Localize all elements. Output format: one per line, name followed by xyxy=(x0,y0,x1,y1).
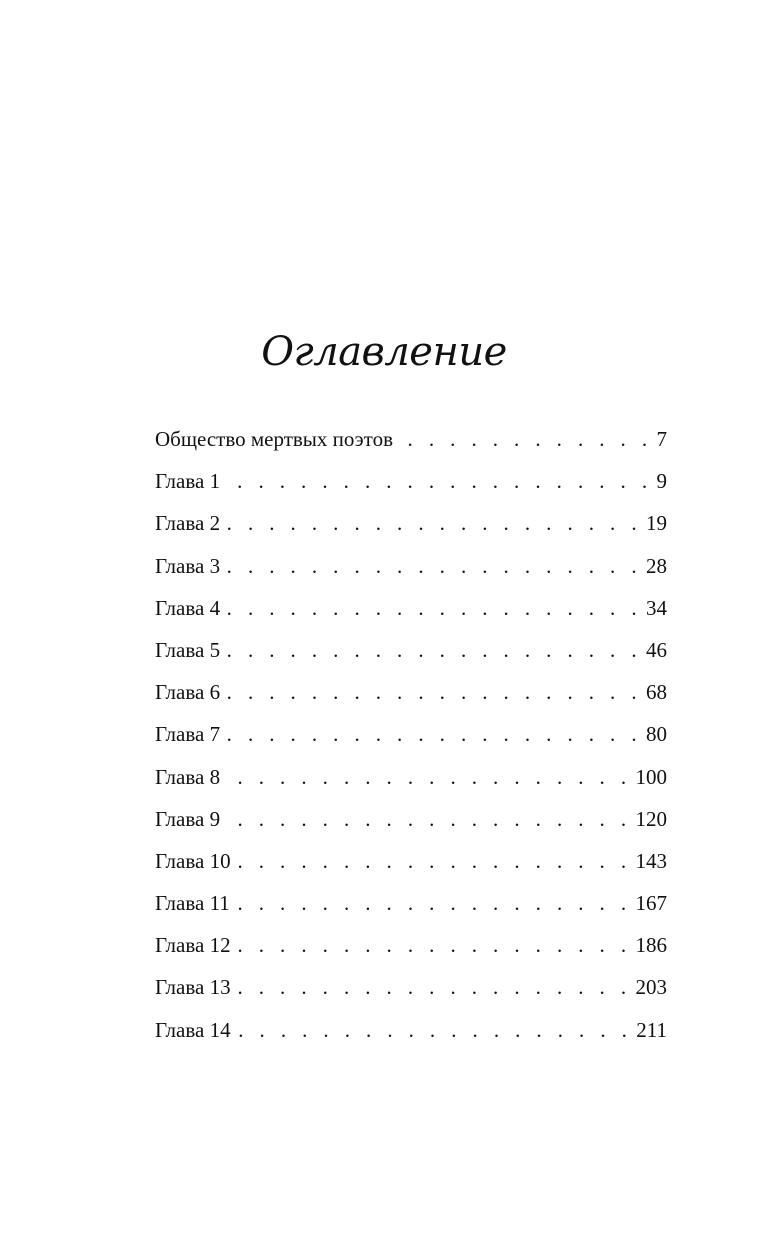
toc-entry-page: 211 xyxy=(636,1017,667,1042)
toc-entry-label: Глава 12 xyxy=(155,933,231,958)
toc-entry-page: 186 xyxy=(635,933,667,958)
toc-entry[interactable] xyxy=(155,587,667,629)
dot-leader xyxy=(226,545,642,587)
dot-leader xyxy=(226,671,642,713)
dot-leader xyxy=(226,587,642,629)
toc-entry-page: 120 xyxy=(635,806,667,831)
toc-entry-page: 100 xyxy=(635,764,667,789)
dot-leader xyxy=(226,502,642,544)
toc-entry[interactable] xyxy=(155,545,667,587)
toc-entry[interactable] xyxy=(155,629,667,671)
toc-entry-label: Глава 1 xyxy=(155,469,221,494)
toc-entry-page: 143 xyxy=(635,848,667,873)
dot-leader xyxy=(226,629,642,671)
toc-entry[interactable] xyxy=(155,840,667,882)
toc-entry-page: 28 xyxy=(646,553,667,578)
toc-entry-page: 203 xyxy=(635,975,667,1000)
toc-entry-label: Глава 10 xyxy=(155,848,231,873)
toc-entry-page: 34 xyxy=(646,595,667,620)
toc-entry-label: Общество мертвых поэтов xyxy=(155,427,393,451)
toc-entry[interactable] xyxy=(155,418,667,460)
toc-entry[interactable] xyxy=(155,924,667,966)
page-title: Оглавление xyxy=(261,329,507,375)
dot-leader xyxy=(399,418,653,460)
dot-leader xyxy=(226,756,631,798)
toc-entry-label: Глава 13 xyxy=(155,975,231,1000)
toc-entry-page: 19 xyxy=(646,511,667,536)
toc-entry-label: Глава 14 xyxy=(155,1017,231,1042)
toc-entry-label: Глава 5 xyxy=(155,637,221,662)
toc-entry[interactable] xyxy=(155,882,667,924)
toc-entry[interactable] xyxy=(155,1009,667,1051)
toc-entry-page: 46 xyxy=(646,637,667,662)
toc-entry-page: 80 xyxy=(646,722,667,747)
dot-leader xyxy=(226,798,631,840)
toc-entry-label: Глава 7 xyxy=(155,722,221,747)
dot-leader xyxy=(237,924,632,966)
dot-leader xyxy=(237,966,632,1008)
dot-leader xyxy=(236,882,632,924)
toc-entry-page: 9 xyxy=(656,469,667,494)
toc-entry[interactable] xyxy=(155,502,667,544)
toc-entry-label: Глава 8 xyxy=(155,764,221,789)
toc-entry-label: Глава 6 xyxy=(155,680,221,705)
dot-leader xyxy=(226,460,652,502)
toc-entry-page: 7 xyxy=(656,427,667,451)
toc-entry[interactable] xyxy=(155,460,667,502)
dot-leader xyxy=(237,1009,633,1051)
toc-entry[interactable] xyxy=(155,966,667,1008)
toc-entry-label: Глава 4 xyxy=(155,595,221,620)
toc-entry-page: 167 xyxy=(635,891,667,916)
toc-entry-label: Глава 11 xyxy=(155,891,230,916)
toc-entry-label: Глава 9 xyxy=(155,806,221,831)
toc-entry[interactable] xyxy=(155,798,667,840)
toc-entry-label: Глава 2 xyxy=(155,511,221,536)
dot-leader xyxy=(237,840,632,882)
toc-entry[interactable] xyxy=(155,756,667,798)
toc-entry[interactable] xyxy=(155,713,667,755)
toc-entry[interactable] xyxy=(155,671,667,713)
dot-leader xyxy=(226,713,642,755)
toc-entry-label: Глава 3 xyxy=(155,553,221,578)
toc-entry-page: 68 xyxy=(646,680,667,705)
table-of-contents xyxy=(155,418,667,1051)
